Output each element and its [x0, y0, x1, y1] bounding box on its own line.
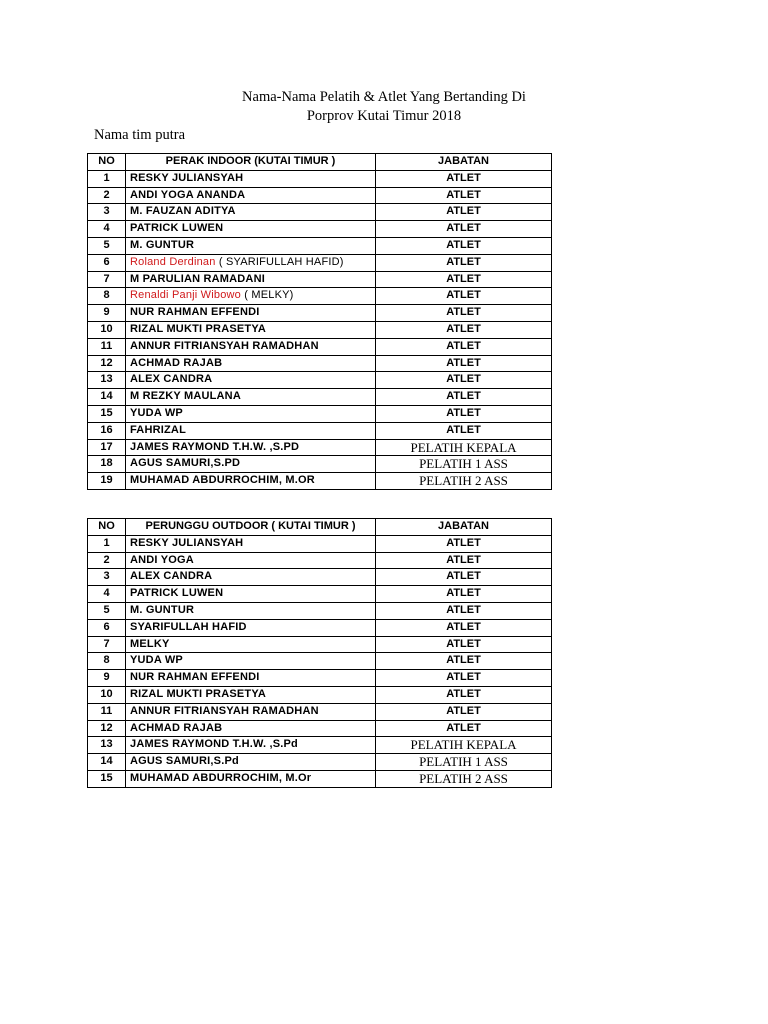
row-number: 3 [88, 569, 126, 586]
member-role: ATLET [376, 670, 552, 687]
member-name: YUDA WP [126, 653, 376, 670]
row-number: 4 [88, 586, 126, 603]
table-body [88, 535, 552, 787]
table-row [88, 737, 552, 754]
header-no: NO [88, 519, 126, 536]
member-role: ATLET [376, 321, 552, 338]
row-number: 7 [88, 271, 126, 288]
member-role: ATLET [376, 355, 552, 372]
member-role: ATLET [376, 636, 552, 653]
member-name: ANDI YOGA [126, 552, 376, 569]
member-role: ATLET [376, 221, 552, 238]
table-row [88, 338, 552, 355]
table-row [88, 405, 552, 422]
member-name: RESKY JULIANSYAH [126, 170, 376, 187]
table-row [88, 170, 552, 187]
member-role: ATLET [376, 288, 552, 305]
member-role: PELATIH 1 ASS [376, 456, 552, 473]
table-row [88, 770, 552, 787]
member-name: RESKY JULIANSYAH [126, 535, 376, 552]
table-row [88, 653, 552, 670]
row-number: 16 [88, 422, 126, 439]
member-role: PELATIH 2 ASS [376, 770, 552, 787]
member-role: ATLET [376, 305, 552, 322]
row-number: 12 [88, 355, 126, 372]
row-number: 8 [88, 288, 126, 305]
member-role: PELATIH 2 ASS [376, 473, 552, 490]
table-row [88, 355, 552, 372]
original-name: ( MELKY) [241, 289, 294, 302]
table-row [88, 535, 552, 552]
table-row [88, 422, 552, 439]
header-jabatan: JABATAN [376, 519, 552, 536]
row-number: 9 [88, 670, 126, 687]
original-name: ( SYARIFULLAH HAFID) [215, 255, 344, 268]
row-number: 10 [88, 686, 126, 703]
row-number: 5 [88, 237, 126, 254]
table-row [88, 288, 552, 305]
member-name [126, 288, 376, 305]
member-name: RIZAL MUKTI PRASETYA [126, 321, 376, 338]
member-name: SYARIFULLAH HAFID [126, 619, 376, 636]
table-row [88, 473, 552, 490]
table-row [88, 221, 552, 238]
header-team-name: PERUNGGU OUTDOOR ( KUTAI TIMUR ) [126, 519, 376, 536]
table-row [88, 552, 552, 569]
member-name: FAHRIZAL [126, 422, 376, 439]
document-title-line-2: Porprov Kutai Timur 2018 [306, 108, 462, 124]
member-name: M PARULIAN RAMADANI [126, 271, 376, 288]
row-number: 6 [88, 254, 126, 271]
member-name: NUR RAHMAN EFFENDI [126, 670, 376, 687]
table-row [88, 636, 552, 653]
row-number: 10 [88, 321, 126, 338]
member-name: JAMES RAYMOND T.H.W. ,S.PD [126, 439, 376, 456]
row-number: 2 [88, 187, 126, 204]
table-row [88, 305, 552, 322]
row-number: 9 [88, 305, 126, 322]
table-row [88, 187, 552, 204]
member-role: ATLET [376, 720, 552, 737]
replacement-name: Renaldi Panji Wibowo [130, 289, 241, 302]
team-subtitle: Nama tim putra [94, 127, 186, 143]
member-role: ATLET [376, 619, 552, 636]
member-role: ATLET [376, 389, 552, 406]
member-name: JAMES RAYMOND T.H.W. ,S.Pd [126, 737, 376, 754]
row-number: 8 [88, 653, 126, 670]
row-number: 1 [88, 170, 126, 187]
table-row [88, 670, 552, 687]
member-name: M. GUNTUR [126, 237, 376, 254]
row-number: 14 [88, 389, 126, 406]
document-title-line-1: Nama-Nama Pelatih & Atlet Yang Bertanding Di [242, 89, 526, 105]
member-name: M. GUNTUR [126, 602, 376, 619]
member-name: AGUS SAMURI,S.PD [126, 456, 376, 473]
row-number: 1 [88, 535, 126, 552]
header-jabatan: JABATAN [376, 154, 552, 171]
replacement-name: Roland Derdinan [130, 255, 216, 268]
row-number: 13 [88, 372, 126, 389]
member-name: ALEX CANDRA [126, 372, 376, 389]
member-role: ATLET [376, 204, 552, 221]
member-role: ATLET [376, 338, 552, 355]
member-name: YUDA WP [126, 405, 376, 422]
roster-table-outdoor [87, 518, 552, 788]
row-number: 6 [88, 619, 126, 636]
row-number: 15 [88, 405, 126, 422]
member-name: PATRICK LUWEN [126, 586, 376, 603]
member-name: ANDI YOGA ANANDA [126, 187, 376, 204]
table-row [88, 586, 552, 603]
member-role: PELATIH 1 ASS [376, 754, 552, 771]
member-role: ATLET [376, 254, 552, 271]
table-row [88, 254, 552, 271]
table-row [88, 720, 552, 737]
row-number: 12 [88, 720, 126, 737]
member-role: PELATIH KEPALA [376, 439, 552, 456]
table-row [88, 204, 552, 221]
member-name: NUR RAHMAN EFFENDI [126, 305, 376, 322]
member-name: M. FAUZAN ADITYA [126, 204, 376, 221]
member-role: ATLET [376, 271, 552, 288]
row-number: 5 [88, 602, 126, 619]
table-row [88, 372, 552, 389]
row-number: 18 [88, 456, 126, 473]
row-number: 17 [88, 439, 126, 456]
table-row [88, 569, 552, 586]
member-name: RIZAL MUKTI PRASETYA [126, 686, 376, 703]
member-role: ATLET [376, 586, 552, 603]
table-row [88, 703, 552, 720]
member-role: ATLET [376, 170, 552, 187]
row-number: 14 [88, 754, 126, 771]
member-role: ATLET [376, 686, 552, 703]
member-name: M REZKY MAULANA [126, 389, 376, 406]
member-name: MELKY [126, 636, 376, 653]
member-role: PELATIH KEPALA [376, 737, 552, 754]
table-row [88, 754, 552, 771]
table-row [88, 237, 552, 254]
row-number: 4 [88, 221, 126, 238]
member-role: ATLET [376, 405, 552, 422]
row-number: 15 [88, 770, 126, 787]
table-row [88, 389, 552, 406]
row-number: 19 [88, 473, 126, 490]
row-number: 7 [88, 636, 126, 653]
member-name: PATRICK LUWEN [126, 221, 376, 238]
table-row [88, 456, 552, 473]
member-name [126, 254, 376, 271]
roster-table-indoor [87, 153, 552, 490]
table-header-row [88, 154, 552, 171]
member-name: ALEX CANDRA [126, 569, 376, 586]
table-header-row [88, 519, 552, 536]
header-no: NO [88, 154, 126, 171]
member-role: ATLET [376, 372, 552, 389]
row-number: 13 [88, 737, 126, 754]
table-row [88, 602, 552, 619]
member-role: ATLET [376, 703, 552, 720]
table-row [88, 321, 552, 338]
table-row [88, 439, 552, 456]
row-number: 11 [88, 338, 126, 355]
row-number: 3 [88, 204, 126, 221]
member-name: ACHMAD RAJAB [126, 355, 376, 372]
row-number: 11 [88, 703, 126, 720]
member-role: ATLET [376, 422, 552, 439]
member-role: ATLET [376, 237, 552, 254]
member-role: ATLET [376, 653, 552, 670]
member-name: AGUS SAMURI,S.Pd [126, 754, 376, 771]
member-role: ATLET [376, 602, 552, 619]
member-role: ATLET [376, 552, 552, 569]
header-team-name: PERAK INDOOR (KUTAI TIMUR ) [126, 154, 376, 171]
member-name: ANNUR FITRIANSYAH RAMADHAN [126, 703, 376, 720]
row-number: 2 [88, 552, 126, 569]
member-role: ATLET [376, 535, 552, 552]
member-name: ANNUR FITRIANSYAH RAMADHAN [126, 338, 376, 355]
member-role: ATLET [376, 569, 552, 586]
table-row [88, 271, 552, 288]
member-name: ACHMAD RAJAB [126, 720, 376, 737]
member-name: MUHAMAD ABDURROCHIM, M.Or [126, 770, 376, 787]
member-name: MUHAMAD ABDURROCHIM, M.OR [126, 473, 376, 490]
table-body [88, 170, 552, 489]
table-row [88, 686, 552, 703]
table-row [88, 619, 552, 636]
member-role: ATLET [376, 187, 552, 204]
